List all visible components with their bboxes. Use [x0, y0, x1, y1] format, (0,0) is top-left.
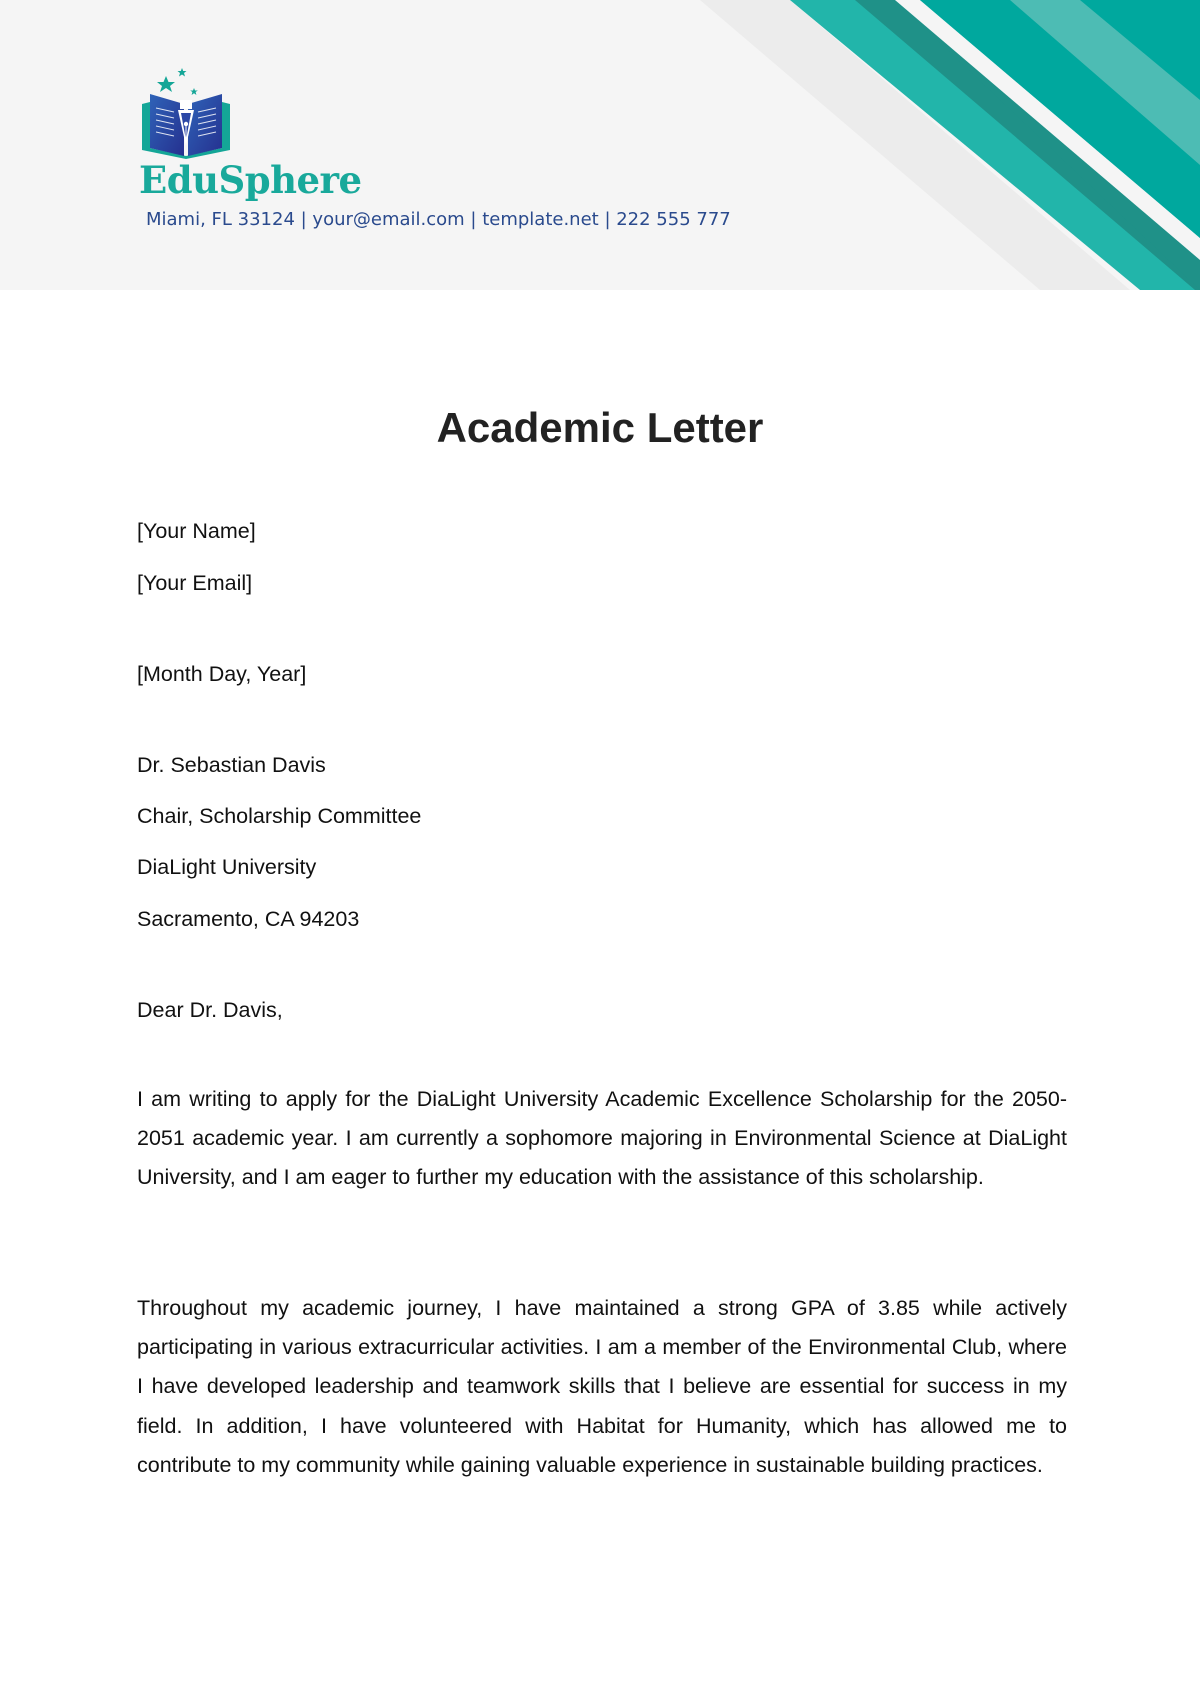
- body-paragraph-1: I am writing to apply for the DiaLight University Academic Excellence Scholarship for the 2050-2051 academic year. I am currently a sophomore majoring in Environmental Science at DiaLight University, and I am eager to further my education with the assistance of this scholarship.: [137, 1087, 1067, 1190]
- recipient-name: Dr. Sebastian Davis: [137, 753, 326, 777]
- recipient-title: Chair, Scholarship Committee: [137, 804, 422, 828]
- salutation: Dear Dr. Davis,: [137, 998, 283, 1022]
- page-title: Academic Letter: [436, 404, 764, 451]
- recipient-address: Sacramento, CA 94203: [137, 907, 360, 931]
- letterhead: [0, 0, 1200, 290]
- sender-name: [Your Name]: [137, 519, 256, 543]
- recipient-institution: DiaLight University: [137, 855, 317, 879]
- brand-name: EduSphere: [139, 158, 362, 202]
- sender-email: [Your Email]: [137, 571, 253, 595]
- contact-line: Miami, FL 33124 | your@email.com | template.net | 222 555 777: [146, 209, 731, 230]
- letter-date: [Month Day, Year]: [137, 662, 307, 686]
- body-paragraph-2: Throughout my academic journey, I have maintained a strong GPA of 3.85 while actively participating in various extracurricular activities. I am a member of the Environmental Club, where I have developed leadership and teamwork skills that I believe are essential for success in my field. In addition, I have volunteered with Habitat for Humanity, which has allowed me to contribute to my community while gaining valuable experience in sustainable building practices.: [137, 1296, 1067, 1477]
- edusphere-logo-icon: [140, 68, 232, 160]
